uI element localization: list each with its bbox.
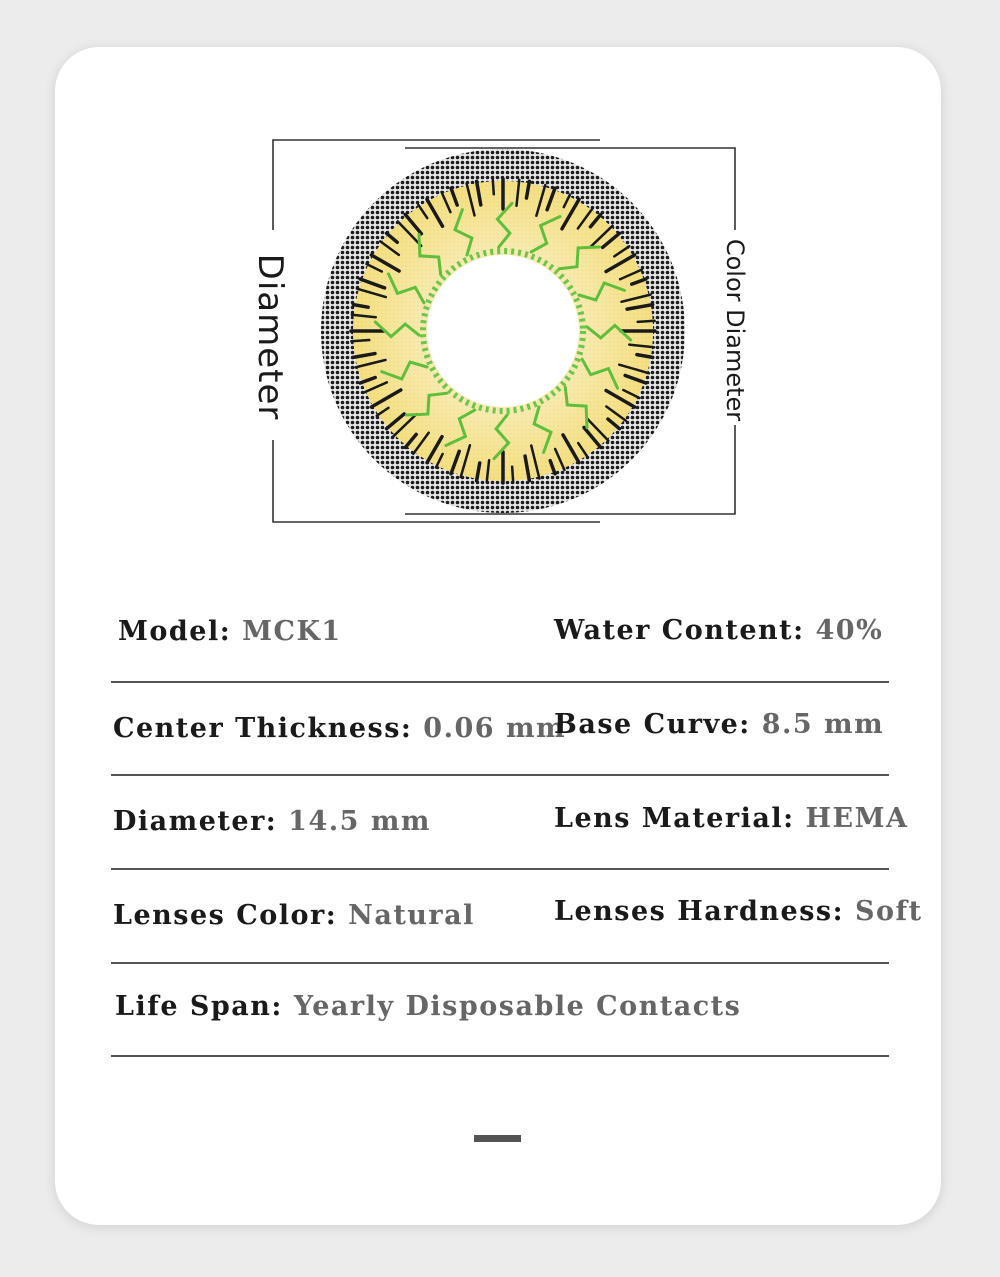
diameter-label: Diameter xyxy=(250,253,290,421)
spec-label: Diameter: xyxy=(113,806,278,837)
divider xyxy=(111,681,889,683)
page-indicator[interactable] xyxy=(474,1135,521,1142)
spec-label: Water Content: xyxy=(554,615,805,646)
spec-center-thickness xyxy=(113,713,566,744)
lens-spike xyxy=(512,467,513,483)
spec-value: 8.5 mm xyxy=(761,709,885,740)
spec-water-content xyxy=(554,615,883,646)
spec-value: HEMA xyxy=(805,803,909,834)
lens-illustration xyxy=(0,0,1000,560)
divider xyxy=(111,962,889,964)
lens-spike xyxy=(638,321,655,322)
spec-value: MCK1 xyxy=(242,616,342,647)
spec-value: 14.5 mm xyxy=(288,806,431,837)
spec-lens-material xyxy=(554,803,908,834)
lens-pupil xyxy=(427,255,579,407)
spec-value: 40% xyxy=(815,615,884,646)
spec-label: Lenses Hardness: xyxy=(554,896,845,927)
divider xyxy=(111,868,889,870)
divider xyxy=(111,774,889,776)
spec-value: Natural xyxy=(348,900,475,931)
spec-diameter xyxy=(113,806,431,837)
divider xyxy=(111,1055,889,1057)
spec-label: Life Span: xyxy=(115,991,283,1022)
spec-label: Base Curve: xyxy=(554,709,751,740)
spec-life-span xyxy=(115,991,741,1022)
spec-label: Model: xyxy=(118,616,232,647)
spec-value: 0.06 mm xyxy=(423,713,567,744)
spec-model xyxy=(118,616,342,647)
lens-diagram xyxy=(0,0,1000,560)
spec-label: Center Thickness: xyxy=(113,713,413,744)
spec-value: Soft xyxy=(854,896,923,927)
spec-label: Lens Material: xyxy=(554,803,795,834)
spec-label: Lenses Color: xyxy=(113,900,338,931)
lens-spike xyxy=(351,340,369,341)
lens-spike xyxy=(493,179,494,194)
spec-value: Yearly Disposable Contacts xyxy=(293,991,742,1022)
color-diameter-label: Color Diameter xyxy=(721,238,749,422)
spec-lenses-hardness xyxy=(554,896,923,927)
spec-lenses-color xyxy=(113,900,475,931)
spec-base-curve xyxy=(554,709,884,740)
